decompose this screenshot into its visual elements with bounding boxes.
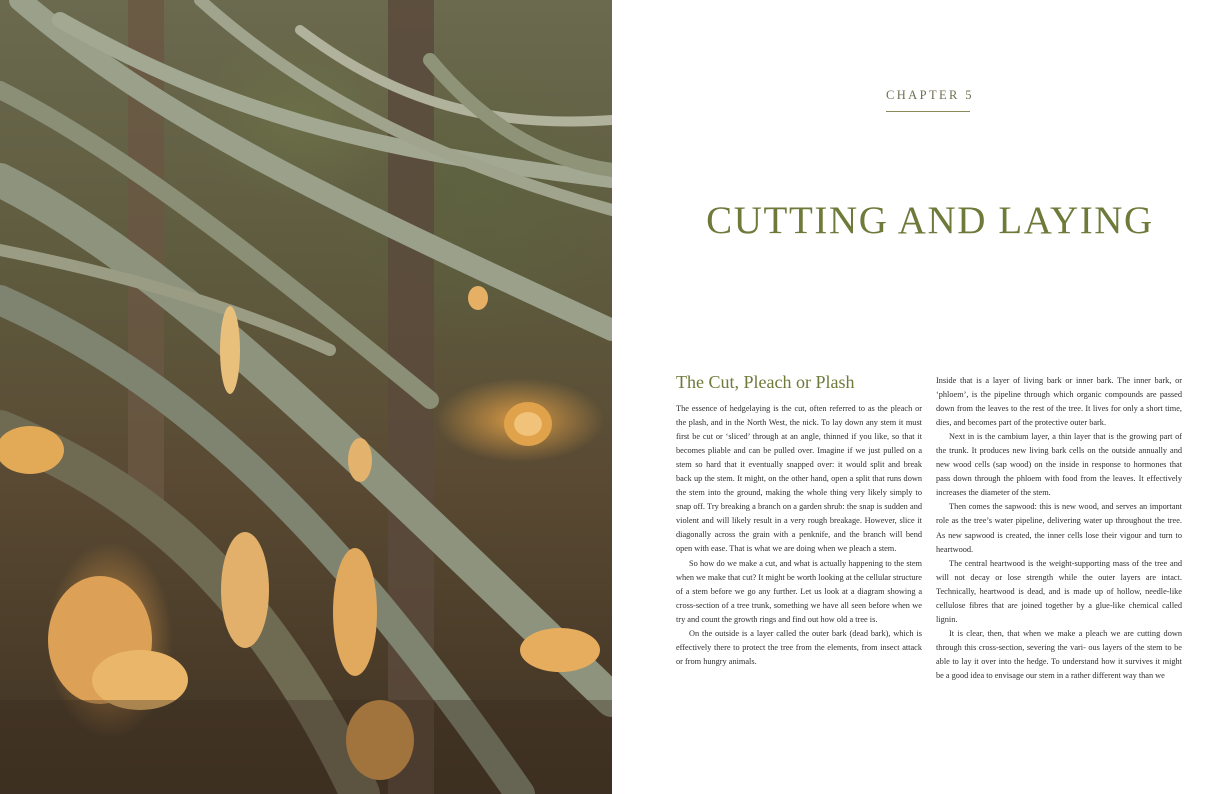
chapter-title: CUTTING AND LAYING	[706, 199, 1154, 242]
chapter-rule	[886, 111, 970, 112]
body-paragraph: Then comes the sapwood: this is new wood, and serves an important role as the tree’s water pipeline, delivering water up throughout the tree. As new sapwood is created, the inner cells lose their vigour and turn to heartwood.	[936, 502, 1182, 554]
body-paragraph: The essence of hedgelaying is the cut, often referred to as the pleach or the plash, and in the North West, the nick. To lay down any stem it must first be cut or ‘sliced’ through at an angle, thinned if you like, so that it becomes pliable and can be pulled over. Imagine if we just pulled on a stem so hard that it eventually snapped over: it would split and break back up the stem. It might, on the other hand, open a split that runs down the stem into the ground, making the whole thing very likely simply to snap off. Try breaking a branch on a garden shrub: the snap is sudden and violent and will likely result in a very rough breakage. However, slice it diagonally across the grain with a penknife, and the branch will bend open with ease. That is what we are doing when we pleach a stem.	[676, 404, 922, 554]
body-paragraph: It is clear, then, that when we make a pleach we are cutting down through this cross-section, severing the vari- ous layers of the stem to be able to lay it over into the hedge. To understand how it survives it might be a good idea to envisage our stem in a rather different way than we	[936, 628, 1182, 680]
right-text-column	[936, 374, 1182, 683]
left-text-column	[676, 371, 922, 669]
body-paragraph: Inside that is a layer of living bark or inner bark. The inner bark, or ‘phloem’, is the pipeline through which organic compounds are passed down from the leaves to the rest of the tree. It lives for only a short time, dies, and becomes part of the protective outer bark.	[936, 376, 1182, 428]
body-paragraph: On the outside is a layer called the outer bark (dead bark), which is effectively there to protect the tree from the elements, from insect attack or from hungry animals.	[676, 628, 922, 666]
section-heading: The Cut, Pleach or Plash	[676, 372, 855, 392]
body-paragraph: So how do we make a cut, and what is actually happening to the stem when we make that cut? It might be worth looking at the cellular structure of a stem before we go any further. Let us look at a diagram showing a cross-section of a tree trunk, something we have all seen before when we try and count the growth rings and find out how old a tree is.	[676, 558, 922, 624]
ground-shadow	[0, 700, 612, 794]
chapter-label: CHAPTER 5	[886, 88, 974, 102]
body-paragraph: The central heartwood is the weight-supporting mass of the tree and will not decay or lose strength while the outer layers are intact. Technically, heartwood is dead, and is made up of hollow, needle-like cellulose fibres that are joined together by a glue-like chemical called lignin.	[936, 558, 1182, 624]
body-paragraph: Next in is the cambium layer, a thin layer that is the growing part of the trunk. It produces new living bark cells on the outside annually and new wood cells (sap wood) on the inside in response to hormones that pass down through the phloem with food from the leaves. It effectively increases the diameter of the stem.	[936, 432, 1182, 498]
